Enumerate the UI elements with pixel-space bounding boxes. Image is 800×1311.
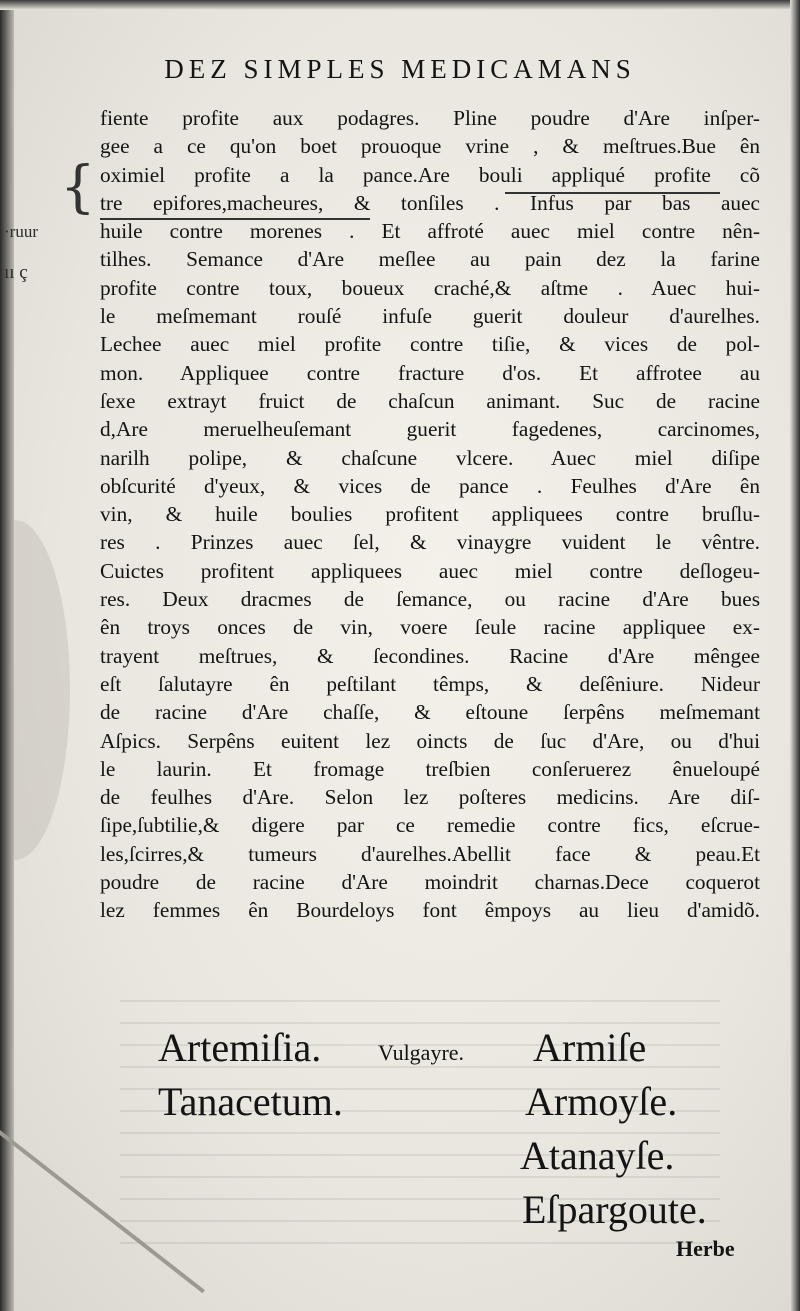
body-line: ſexe extrayt fruict de chaſcun animant. Suc de racine	[100, 388, 760, 413]
body-line: Lechee auec miel profite contre tiſie, & vices de pol-	[100, 332, 760, 357]
body-line: vin, & huile boulies profitent appliquees contre bruſlu-	[100, 502, 760, 527]
body-line: ſipe,ſubtilie,& digere par ce remedie contre fics, eſcrue-	[100, 813, 760, 838]
latin-name-artemisia: Artemiſia.	[158, 1025, 322, 1070]
body-line: d,Are meruelheuſemant guerit fagedenes, carcinomes,	[100, 417, 760, 442]
body-line: oximiel profite a la pance.Are bouli appliqué profite cõ	[100, 162, 760, 187]
page-gutter-shadow	[0, 0, 14, 1311]
body-line: poudre de racine d'Are moindrit charnas.Dece coquerot	[100, 870, 760, 895]
margin-bracket-mark: {	[60, 155, 96, 220]
body-line: eſt ſalutayre ên peſtilant têmps, & deſêniure. Nideur	[100, 671, 760, 696]
vernacular-name-3: Atanayſe.	[520, 1133, 675, 1178]
page-right-shadow	[790, 0, 800, 1311]
body-line: de feulhes d'Are. Selon lez poſteres medicins. Are diſ-	[100, 785, 760, 810]
body-line: de racine d'Are chaſſe, & eſtoune ſerpêns meſmemant	[100, 700, 760, 725]
body-line: le laurin. Et fromage treſbien conſeruerez ênueloupé	[100, 756, 760, 781]
body-line: res. Deux dracmes de ſemance, ou racine d'Are bues	[100, 587, 760, 612]
catchword: Herbe	[676, 1236, 735, 1261]
body-line: le meſmemant rouſé infuſe guerit douleur d'aurelhes.	[100, 304, 760, 329]
vernacular-name-2: Armoyſe.	[525, 1079, 678, 1124]
body-line: tre epifores,macheures, & tonſiles . Infus par bas auec	[100, 190, 760, 215]
vernacular-name-1: Armiſe	[533, 1025, 647, 1070]
body-line: les,ſcirres,& tumeurs d'aurelhes.Abellit face & peau.Et	[100, 841, 760, 866]
body-line: ên troys onces de vin, voere ſeule racine appliquee ex-	[100, 615, 760, 640]
body-text	[100, 104, 760, 925]
body-line: gee a ce qu'on boet prouoque vrine , & meſtrues.Bue ên	[100, 134, 760, 159]
vernacular-name-4: Eſpargoute.	[522, 1187, 707, 1232]
margin-note-2: ıı ç	[4, 262, 28, 283]
body-line: Aſpics. Serpêns euitent lez oincts de ſuc d'Are, ou d'hui	[100, 728, 760, 753]
body-line: huile contre morenes . Et affroté auec miel contre nên-	[100, 219, 760, 244]
margin-note-1: ·ruur	[4, 222, 38, 241]
running-head: DEZ SIMPLES MEDICAMANS	[164, 54, 636, 84]
body-line: fiente profite aux podagres. Pline poudre d'Are inſper-	[100, 106, 760, 130]
body-line: obſcurité d'yeux, & vices de pance . Feulhes d'Are ên	[100, 473, 760, 498]
latin-name-tanacetum: Tanacetum.	[158, 1079, 343, 1124]
body-line: profite contre toux, boueux craché,& aſtme . Auec hui-	[100, 275, 760, 300]
body-line: narilh polipe, & chaſcune vlcere. Auec miel diſipe	[100, 445, 760, 470]
body-line: Cuictes profitent appliquees auec miel contre deſlogeu-	[100, 558, 760, 583]
body-line: res . Prinzes auec ſel, & vinaygre vuident le vêntre.	[100, 530, 760, 555]
body-line: trayent meſtrues, & ſecondines. Racine d'Are mêngee	[100, 643, 760, 668]
page-top-shadow	[0, 0, 800, 10]
body-line: lez femmes ên Bourdeloys font êmpoys au lieu d'amidõ.	[100, 898, 760, 923]
body-line: tilhes. Semance d'Are meſlee au pain dez la farine	[100, 247, 760, 272]
body-line: mon. Appliquee contre fracture d'os. Et affrotee au	[100, 360, 760, 385]
vulgayre-label: Vulgayre.	[378, 1040, 465, 1065]
